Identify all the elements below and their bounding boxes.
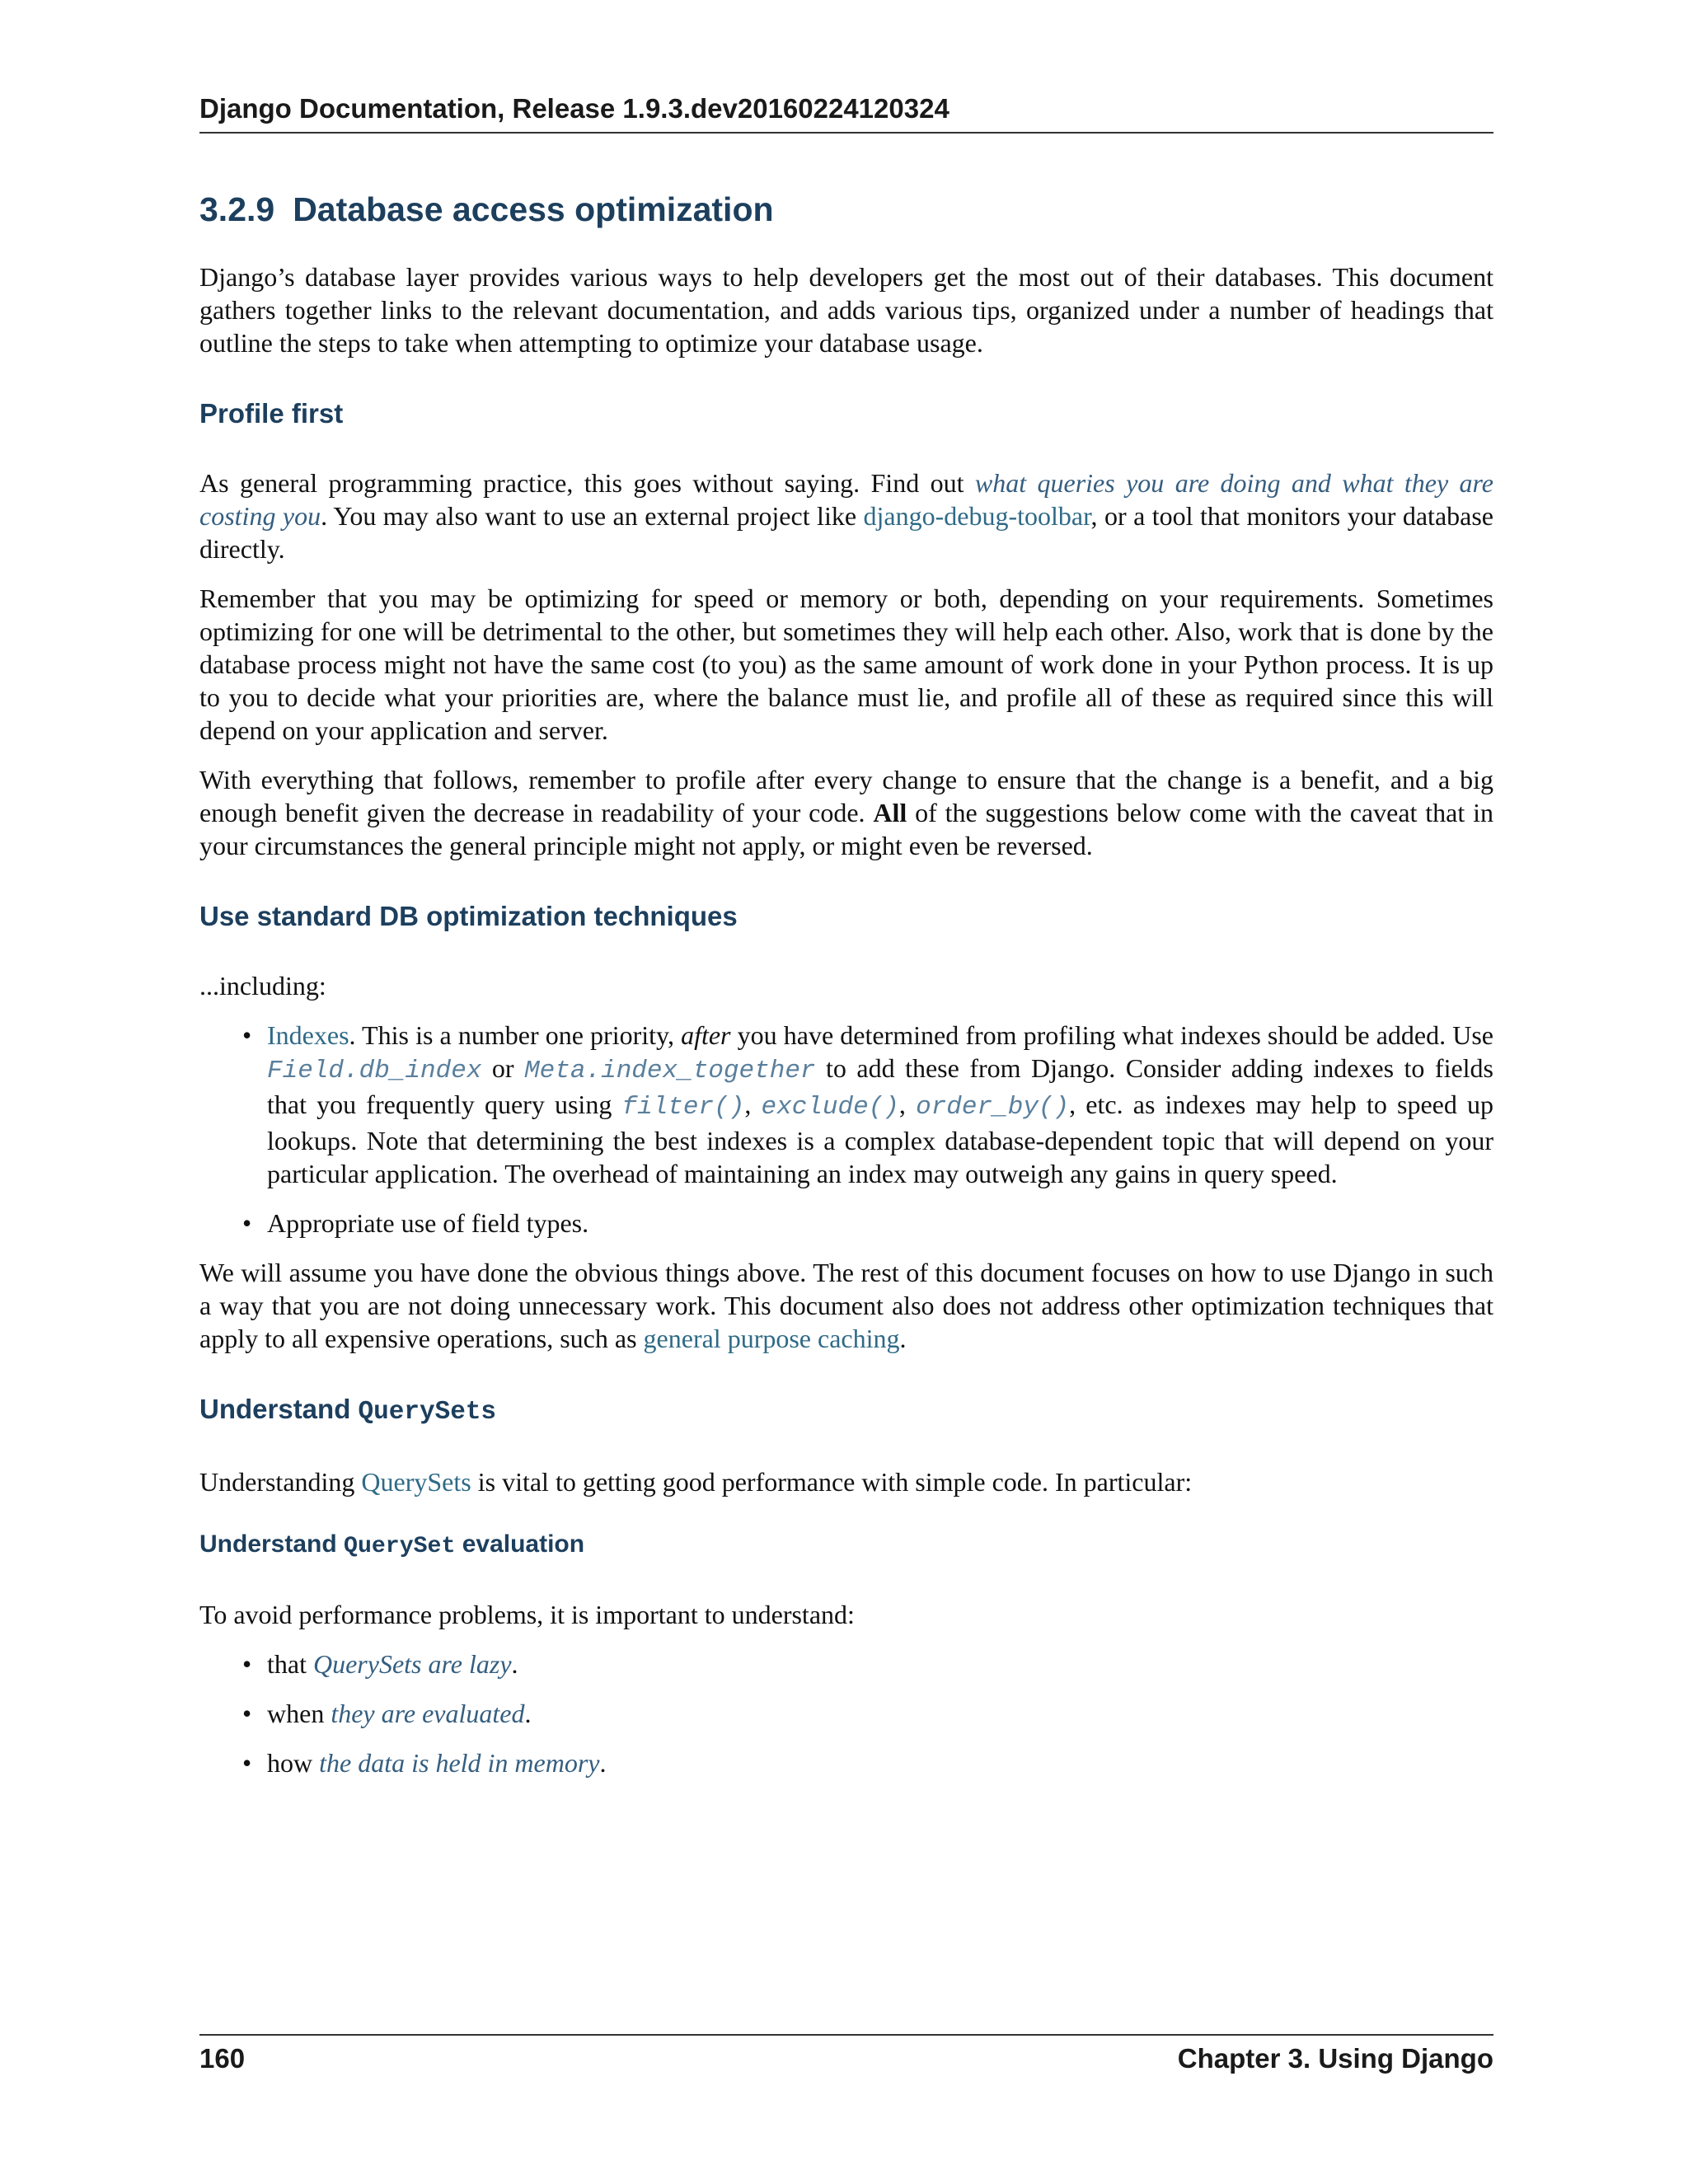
link-django-debug-toolbar[interactable]: django-debug-toolbar <box>863 501 1091 531</box>
link-they-are-evaluated[interactable]: they are evaluated <box>331 1699 525 1728</box>
including-lead: ...including: <box>199 971 326 1001</box>
querysets-paragraph: Understanding QuerySets is vital to getting good performance with simple code. In particular: <box>199 1467 1193 1497</box>
profile-paragraph-3: With everything that follows, remember to profile after every change to ensure that the change is a benefit, and a big enough benefit given the decrease in readability of your code. All of the suggestions below come with the caveat that in your circumstances the general principle might not apply, or might even be reversed. <box>199 765 1494 860</box>
list-item-field-types: • Appropriate use of field types. <box>242 1208 589 1238</box>
link-indexes[interactable]: Indexes <box>267 1020 349 1050</box>
heading-standard-db: Use standard DB optimization techniques <box>199 901 738 931</box>
page-content <box>199 188 1493 1796</box>
section-number: 3.2.9 <box>199 190 275 228</box>
intro-paragraph: Django’s database layer provides various ways to help developers get the most out of their databases. This document gathers together links to the relevant documentation, and adds various tips, organized under a number of headings that outline the steps to take when attempting to optimize your database usage. <box>199 262 1493 358</box>
link-meta-index-together[interactable]: Meta.index_together <box>524 1057 816 1085</box>
link-data-held-in-memory[interactable]: the data is held in memory <box>319 1748 600 1778</box>
assumption-paragraph: We will assume you have done the obvious things above. The rest of this document focuses on how to use Django in such a way that you are not doing unnecessary work. This document also does not address other optimization techniques that apply to all expensive operations, such as general purpose caching. <box>199 1258 1493 1353</box>
link-what-queries[interactable]: what queries you are doing and what they are costing you <box>199 468 1494 531</box>
evaluation-lead: To avoid performance problems, it is important to understand: <box>199 1600 855 1629</box>
running-footer <box>199 2034 1493 2075</box>
page-number: 160 <box>199 2043 246 2074</box>
bullet: • <box>242 1208 252 1238</box>
link-filter[interactable]: filter() <box>621 1093 745 1122</box>
profile-paragraph-2: Remember that you may be optimizing for speed or memory or both, depending on your requirements. Sometimes optimizing for one will be detrimental to the other, but sometimes they will help each other. Also, work that is done by the database process might not have the same cost (to you) as the same amount of work done in your Python process. It is up to you to decide what your priorities are, where the balance must lie, and profile all of these as required since this will depend on your application and server. <box>199 583 1493 745</box>
heading-queryset-evaluation: Understand QuerySet evaluation <box>199 1530 585 1559</box>
list-item-memory: • how the data is held in memory. <box>242 1748 607 1778</box>
bullet: • <box>242 1649 252 1679</box>
chapter-label: Chapter 3. Using Django <box>1177 2043 1493 2074</box>
list-item-lazy: • that QuerySets are lazy. <box>242 1649 518 1679</box>
link-querysets-are-lazy[interactable]: QuerySets are lazy <box>312 1649 512 1679</box>
section-title-text: Database access optimization <box>293 190 774 228</box>
technique-list <box>199 1019 1493 1240</box>
heading-understand-querysets: Understand QuerySets <box>199 1394 497 1427</box>
document-page <box>199 0 1493 2184</box>
heading-profile-first: Profile first <box>199 398 344 429</box>
running-header <box>199 92 1493 134</box>
bullet: • <box>242 1748 252 1778</box>
link-field-db-index[interactable]: Field.db_index <box>267 1057 482 1085</box>
list-item-evaluated: • when they are evaluated. <box>242 1699 532 1728</box>
list-item-indexes: • Indexes. This is a number one priority, after you have determined from profiling what indexes should be added. Use Field.db_index or Meta.index_together to add these from Django. Consider adding indexes to fields that you frequently query using filter(), exclude(), order_by(), etc. as indexes may help to speed up lookups. Note that determining the best indexes is a complex database-dependent topic that will depend on your particular application. The overhead of maintaining an index may outweigh any gains in query speed. <box>242 1020 1494 1188</box>
link-order-by[interactable]: order_by() <box>916 1093 1070 1122</box>
section-title <box>199 188 1493 231</box>
bullet: • <box>242 1699 252 1728</box>
evaluation-list <box>199 1647 1493 1779</box>
bullet: • <box>242 1020 252 1050</box>
profile-paragraph-1: As general programming practice, this goes without saying. Find out what queries you are doing and what they are costing you. You may also want to use an external project like django-debug-toolbar, or a tool that monitors your database directly. <box>199 468 1494 564</box>
link-exclude[interactable]: exclude() <box>761 1093 899 1122</box>
header-title: Django Documentation, Release 1.9.3.dev20160224120324 <box>199 93 950 124</box>
link-querysets[interactable]: QuerySets <box>361 1467 471 1497</box>
link-general-purpose-caching[interactable]: general purpose caching <box>643 1324 900 1353</box>
